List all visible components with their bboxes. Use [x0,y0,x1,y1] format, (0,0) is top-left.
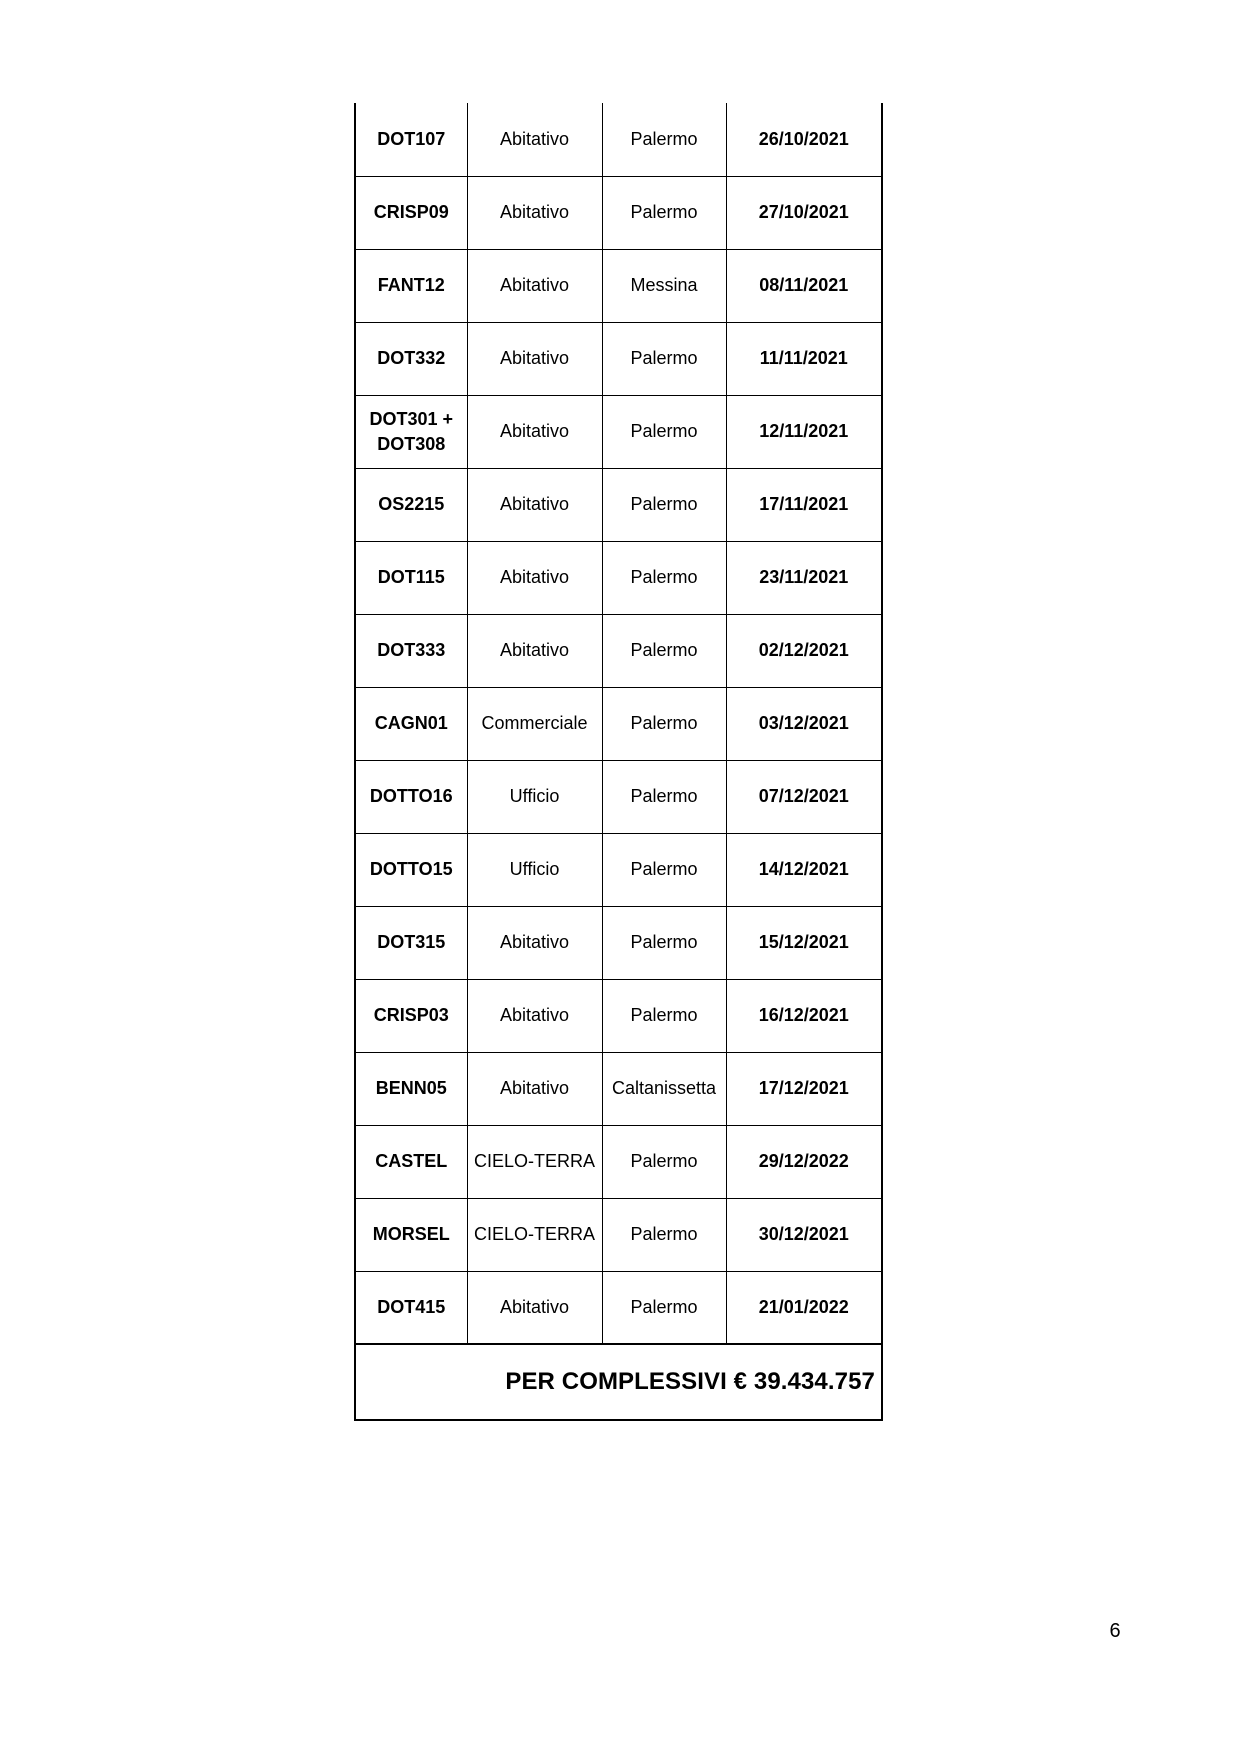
property-date: 07/12/2021 [726,760,881,833]
property-date: 29/12/2022 [726,1125,881,1198]
property-date: 08/11/2021 [726,249,881,322]
property-code: BENN05 [356,1052,467,1125]
property-date: 14/12/2021 [726,833,881,906]
property-date: 16/12/2021 [726,979,881,1052]
table-body [356,103,881,1344]
property-code: DOT333 [356,614,467,687]
property-city: Caltanissetta [602,1052,726,1125]
property-code: CRISP09 [356,176,467,249]
property-code: DOT415 [356,1271,467,1344]
page-number: 6 [1109,1620,1121,1642]
property-date: 17/11/2021 [726,468,881,541]
table-row [356,906,881,979]
property-city: Palermo [602,1198,726,1271]
property-code: DOT315 [356,906,467,979]
property-city: Palermo [602,760,726,833]
table-row [356,833,881,906]
table-row [356,322,881,395]
property-type: Abitativo [467,249,602,322]
table-row [356,176,881,249]
table-row [356,1125,881,1198]
property-city: Palermo [602,687,726,760]
property-date: 11/11/2021 [726,322,881,395]
property-type: Ufficio [467,760,602,833]
property-type: Abitativo [467,614,602,687]
property-date: 26/10/2021 [726,103,881,176]
property-code: DOTTO16 [356,760,467,833]
table-row [356,395,881,468]
property-type: Abitativo [467,176,602,249]
total-amount: PER COMPLESSIVI € 39.434.757 [505,1368,875,1395]
table-row [356,760,881,833]
property-type: Abitativo [467,1052,602,1125]
table-row [356,1198,881,1271]
property-date: 17/12/2021 [726,1052,881,1125]
property-city: Palermo [602,103,726,176]
property-date: 21/01/2022 [726,1271,881,1344]
table-row [356,541,881,614]
property-date: 02/12/2021 [726,614,881,687]
property-table [354,103,883,1421]
property-city: Palermo [602,176,726,249]
table-row [356,103,881,176]
property-date: 03/12/2021 [726,687,881,760]
property-type: Abitativo [467,468,602,541]
property-date: 30/12/2021 [726,1198,881,1271]
table-row [356,249,881,322]
property-type: Abitativo [467,322,602,395]
table-row [356,468,881,541]
property-code: DOT301 + DOT308 [356,395,467,468]
property-type: CIELO-TERRA [467,1198,602,1271]
property-type: Abitativo [467,541,602,614]
table-row [356,1052,881,1125]
property-type: Abitativo [467,1271,602,1344]
property-city: Palermo [602,541,726,614]
property-code: CRISP03 [356,979,467,1052]
property-code: MORSEL [356,1198,467,1271]
property-city: Palermo [602,1125,726,1198]
property-code: DOTTO15 [356,833,467,906]
property-type: Commerciale [467,687,602,760]
property-city: Messina [602,249,726,322]
property-date: 15/12/2021 [726,906,881,979]
property-code: DOT107 [356,103,467,176]
property-city: Palermo [602,906,726,979]
property-city: Palermo [602,468,726,541]
table-row [356,1271,881,1344]
property-table-grid [356,103,881,1345]
property-date: 27/10/2021 [726,176,881,249]
property-type: Abitativo [467,906,602,979]
property-city: Palermo [602,979,726,1052]
property-code: DOT332 [356,322,467,395]
table-row [356,687,881,760]
property-type: Abitativo [467,395,602,468]
property-type: Abitativo [467,103,602,176]
property-code: OS2215 [356,468,467,541]
table-row [356,979,881,1052]
property-city: Palermo [602,614,726,687]
property-code: CASTEL [356,1125,467,1198]
property-code: CAGN01 [356,687,467,760]
property-type: Ufficio [467,833,602,906]
property-type: Abitativo [467,979,602,1052]
property-city: Palermo [602,395,726,468]
table-row [356,614,881,687]
property-code: FANT12 [356,249,467,322]
property-type: CIELO-TERRA [467,1125,602,1198]
property-code: DOT115 [356,541,467,614]
property-date: 23/11/2021 [726,541,881,614]
property-date: 12/11/2021 [726,395,881,468]
property-city: Palermo [602,833,726,906]
property-city: Palermo [602,322,726,395]
property-city: Palermo [602,1271,726,1344]
